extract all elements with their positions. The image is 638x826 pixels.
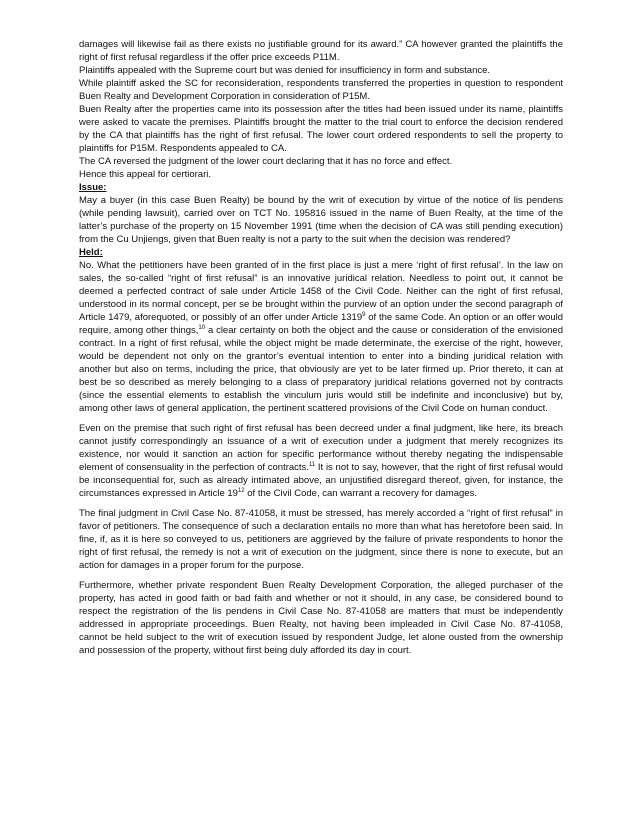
held-heading: Held: (79, 247, 103, 258)
held-p1-text-b: of the same Code. An option or an offer would require, among other things, (79, 312, 563, 336)
facts-line-5: The CA reversed the judgment of the lower court declaring that it has no force and effect. (79, 156, 453, 167)
held-p1-text-a: No. What the petitioners have been granted of in the first place is just a mere ‘right of first refusal’. In the law on sales, the so-called “right of first refusal” is an innovative juridical relation. Needless to point out, it cannot be deemed a perfected contract of sale under Article 1458 of the Civil Code. Neither can the right of first refusal, understood in its normal concept, per se be brought within the purview of an option under the second paragraph of Article 1479, aforequoted, or possibly of an offer under Article 1319 (79, 260, 563, 323)
held-p2-text-b: It is not to say, however, that the right of first refusal would be inconsequential for, such as already intimated above, an unjustified disregard thereof, given, for instance, the circumstances expressed in Article 19 (79, 462, 563, 499)
issue-heading: Issue: (79, 182, 107, 193)
held-p1-text-c: a clear certainty on both the object and the cause or consideration of the envisioned contract. In a right of first refusal, while the object might be made determinate, the exercise of the right, however, would be dependent not only on the grantor’s eventual intention to enter into a binding juridical relation with another but also on terms, including the price, that obviously are yet to be later firmed up. Prior thereto, it can at best be so described as merely belonging to a class of preparatory juridical relations governed not by contracts (since the essential elements to establish the vinculum juris would still be indefinite and inconclusive) but by, among other laws of general application, the pertinent scattered provisions of the Civil Code on human conduct. (79, 325, 563, 414)
held-section (79, 246, 563, 657)
footnote-ref-12: 12 (237, 488, 245, 494)
held-paragraph-1 (79, 259, 563, 415)
facts-line-3: While plaintiff asked the SC for reconsideration, respondents transferred the properties in question to respondent Buen Realty and Development Corporation in consideration of P15M. (79, 78, 563, 102)
footnote-ref-9: 9 (362, 312, 366, 318)
held-paragraph-4: Furthermore, whether private respondent Buen Realty Development Corporation, the alleged purchaser of the property, has acted in good faith or bad faith and whether or not it should, in any case, be considered bound to respect the registration of the lis pendens in Civil Case No. 87-41058 are matters that must be independently addressed in appropriate proceedings. Buen Realty, not having been impleaded in Civil Case No. 87-41058, cannot be held subject to the writ of execution issued by respondent Judge, let alone ousted from the ownership and possession of the property, without first being duly afforded its day in court. (79, 580, 563, 656)
held-paragraph-3: The final judgment in Civil Case No. 87-41058, it must be stressed, has merely accorded a “right of first refusal” in favor of petitioners. The consequence of such a declaration entails no more than what has heretofore been said. In fine, if, as it is here so conveyed to us, petitioners are aggrieved by the failure of private respondents to honor the right of first refusal, the remedy is not a writ of execution on the judgment, since there is none to execute, but an action for damages in a proper forum for the purpose. (79, 508, 563, 571)
held-p2-text-a: Even on the premise that such right of first refusal has been decreed under a final judgment, like here, its breach cannot justify correspondingly an issuance of a writ of execution under a judgment that merely recognizes its existence, nor would it sanction an action for specific performance without thereby negating the indispensable element of consensuality in the perfection of contracts. (79, 423, 563, 473)
facts-line-2: Plaintiffs appealed with the Supreme court but was denied for insufficiency in form and substance. (79, 65, 491, 76)
facts-line-1: damages will likewise fail as there exists no justifiable ground for its award.” CA however granted the plaintiffs the right of first refusal regardless if the offer price exceeds P11M. (79, 39, 563, 63)
facts-section (79, 38, 563, 181)
held-p2-text-c: of the Civil Code, can warrant a recovery for damages. (244, 488, 477, 499)
facts-line-6: Hence this appeal for certiorari. (79, 169, 212, 180)
footnote-ref-10: 10 (198, 325, 206, 331)
facts-line-4: Buen Realty after the properties came into its possession after the titles had been issued under its name, plaintiffs were asked to vacate the premises. Plaintiffs brought the matter to the trial court to enforce the decision rendered by the CA that plaintiffs has the right of first refusal. The lower court ordered respondents to sell the property to plaintiffs for P15M. Respondents appealed to CA. (79, 104, 563, 154)
issue-section (79, 181, 563, 246)
footnote-ref-11: 11 (308, 462, 316, 468)
held-paragraph-2 (79, 422, 563, 500)
issue-paragraph: May a buyer (in this case Buen Realty) be bound by the writ of execution by virtue of the notice of lis pendens (while pending lawsuit), carried over on TCT No. 195816 issued in the name of Buen Realty, at the time of the latter’s purchase of the property on 15 November 1991 (time when the decision of CA was still pending execution) from the Cu Unjiengs, given that Buen realty is not a party to the suit when the decision was rendered? (79, 195, 563, 245)
document-page (79, 38, 563, 657)
